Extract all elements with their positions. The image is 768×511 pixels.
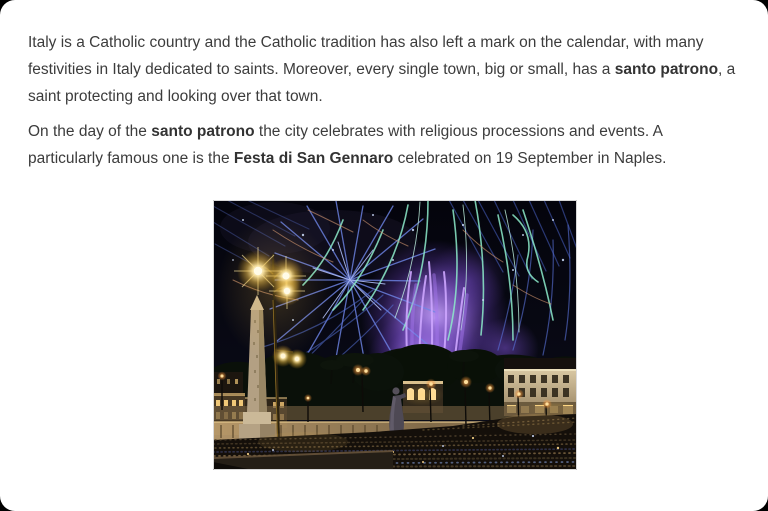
text-segment: celebrated on 19 September in Naples. (393, 150, 667, 167)
bold-santo-patrono: santo patrono (614, 61, 719, 78)
bold-santo-patrono-2: santo patrono (151, 123, 255, 140)
text-segment: the city celebrates with religious processions and events. A particularly famous one is the (28, 123, 663, 167)
bold-festa-di-san-gennaro: Festa di San Gennaro (233, 150, 394, 167)
text-segment: Italy is a Catholic country and the Catholic tradition has also left a mark on the calendar, with many festivities in Italy dedicated to saints. Moreover, every single town, big or small, has a (28, 34, 704, 78)
fireworks-photo (213, 200, 577, 470)
paragraph-festa-san-gennaro (28, 118, 740, 172)
article-body (28, 29, 740, 470)
text-segment: On the day of the (28, 123, 152, 140)
paragraph-santo-patrono (28, 29, 740, 110)
text-segment: , a saint protecting and looking over that town. (28, 61, 736, 105)
